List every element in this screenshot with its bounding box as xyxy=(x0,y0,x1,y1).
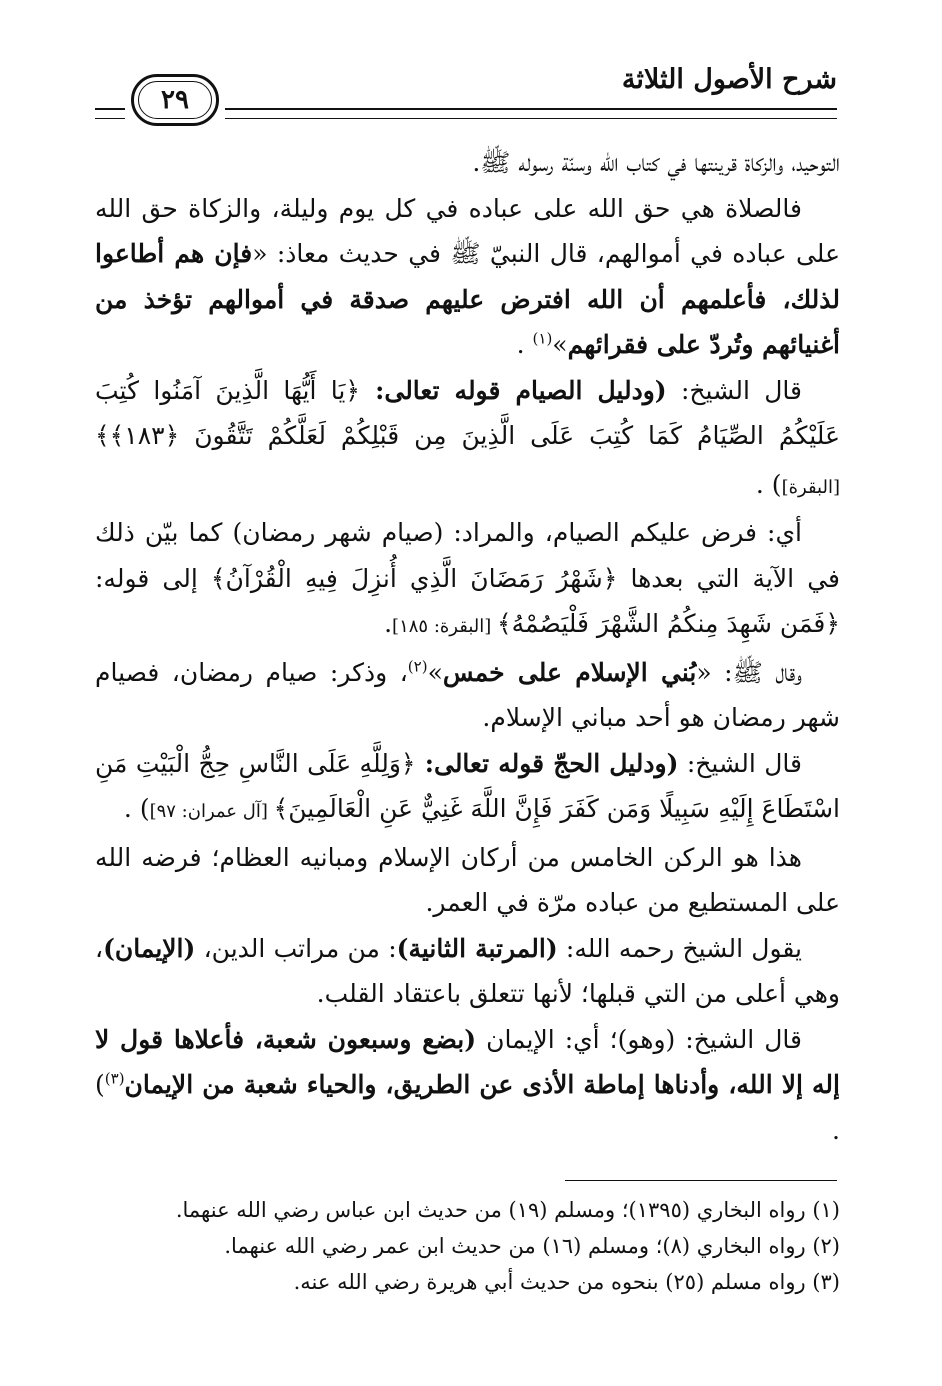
hadith-quote: بُني الإسلام على خمس xyxy=(442,657,697,687)
header-rule xyxy=(225,108,837,119)
text-run: ، وهي أعلى من التي قبلها؛ لأنها تتعلق باعتقاد القلب. xyxy=(95,933,840,1008)
verse-reference: [البقرة: ١٨٥] xyxy=(392,616,498,637)
quran-verse: ﴿وَلِلَّهِ عَلَى النَّاسِ حِجُّ الْبَيْتِ مَنِ اسْتَطَاعَ إِلَيْهِ سَبِيلًا وَمَن كَفَرَ فَإِنَّ اللَّهَ غَنِيٌّ عَنِ الْعَالَمِينَ﴾ xyxy=(95,748,840,823)
text-run: ، وذكر: صيام رمضان، فصيام شهر رمضان هو أحد مباني الإسلام. xyxy=(95,657,840,732)
matn-text: (المرتبة الثانية) xyxy=(396,933,558,963)
header-rule-left xyxy=(95,108,125,119)
quran-verse: ﴿فَمَن شَهِدَ مِنكُمُ الشَّهْرَ فَلْيَصُمْهُ﴾ xyxy=(497,609,840,638)
text-run: هذا هو الركن الخامس من أركان الإسلام ومبانيه العظام؛ فرضه الله على المستطيع من عباده مرّة في العمر. xyxy=(95,842,840,917)
page-number: ٢٩ xyxy=(131,74,219,126)
footnote: (١) رواه البخاري (١٣٩٥)؛ ومسلم (١٩) من حديث ابن عباس رضي الله عنهما. xyxy=(175,1198,840,1222)
main-text xyxy=(95,140,840,1153)
text-run: التوحيد، والزكاة قرينتها في كتاب الله وسنّة رسوله ﷺ. xyxy=(472,148,840,177)
matn-text: (ودليل الحجّ قوله تعالى: xyxy=(415,748,679,778)
matn-text: (الإيمان) xyxy=(103,933,196,963)
text-run: ) . xyxy=(755,469,782,499)
paragraph xyxy=(95,140,840,186)
page-header xyxy=(95,64,837,134)
footnote-separator xyxy=(565,1180,837,1181)
text-run: » xyxy=(427,657,443,687)
paragraph xyxy=(95,186,840,368)
text-run: قال الشيخ: xyxy=(678,748,802,778)
quran-verse: ﴿شَهْرُ رَمَضَانَ الَّذِي أُنزِلَ فِيهِ الْقُرْآنُ﴾ xyxy=(210,563,618,593)
text-run: إلى قوله: xyxy=(95,563,211,593)
verse-reference: [البقرة] xyxy=(781,476,840,498)
paragraph xyxy=(95,510,840,650)
text-run: يقول الشيخ رحمه الله: xyxy=(557,933,802,963)
text-run: . xyxy=(384,609,393,638)
footnote-marker[interactable]: (١) xyxy=(532,329,553,348)
paragraph xyxy=(95,650,840,741)
text-run: ) . xyxy=(123,794,150,823)
matn-text: (ودليل الصيام قوله تعالى: xyxy=(360,375,667,405)
text-run: قال الشيخ: (وهو)؛ أي: الإيمان xyxy=(476,1024,803,1054)
paragraph xyxy=(95,1017,840,1154)
text-run: » xyxy=(552,330,568,359)
paragraph xyxy=(95,741,840,835)
footnote-marker[interactable]: (٣) xyxy=(104,1069,125,1088)
footnote-marker[interactable]: (٢) xyxy=(407,657,428,676)
matn-text: (بضع وسبعون شعبة، فأعلاها قول لا إله إلا الله، وأدناها إماطة الأذى عن الطريق، والحياء شعبة من الإيمان xyxy=(95,1024,840,1099)
text-run: . xyxy=(516,330,533,359)
hadith-quote: فإن هم أطاعوا لذلك، فأعلمهم أن الله افترض عليهم صدقة في أموالهم تؤخذ من أغنيائهم وتُردّ على فقرائهم xyxy=(95,239,840,359)
text-run: ) . xyxy=(95,1070,840,1145)
paragraph xyxy=(95,368,840,511)
footnotes xyxy=(140,1192,840,1300)
book-title: شرح الأصول الثلاثة xyxy=(621,64,837,95)
text-run: وقال ﷺ: « xyxy=(696,657,803,687)
paragraph xyxy=(95,835,840,926)
footnote: (٢) رواه البخاري (٨)؛ ومسلم (١٦) من حديث ابن عمر رضي الله عنهما. xyxy=(224,1234,840,1258)
text-run: قال الشيخ: xyxy=(666,375,802,405)
verse-reference: [آل عمران: ٩٧] xyxy=(149,801,274,822)
text-run: أي: فرض عليكم الصيام، والمراد: (صيام شهر رمضان) كما بيّن ذلك في الآية التي بعدها xyxy=(95,518,841,593)
footnote: (٣) رواه مسلم (٢٥) بنحوه من حديث أبي هريرة رضي الله عنه. xyxy=(293,1270,840,1294)
quran-verse: ﴿يَا أَيُّهَا الَّذِينَ آمَنُوا كُتِبَ عَلَيْكُمُ الصِّيَامُ كَمَا كُتِبَ عَلَى الَّذِينَ مِن قَبْلِكُمْ لَعَلَّكُمْ تَتَّقُونَ ﴿١٨٣﴾﴾ xyxy=(95,375,840,450)
text-run: فالصلاة هي حق الله على عباده في كل يوم وليلة، والزكاة حق الله على عباده في أموالهم، قال النبيّ ﷺ في حديث معاذ: « xyxy=(95,193,840,268)
text-run: : من مراتب الدين، xyxy=(195,933,397,963)
paragraph xyxy=(95,926,840,1017)
